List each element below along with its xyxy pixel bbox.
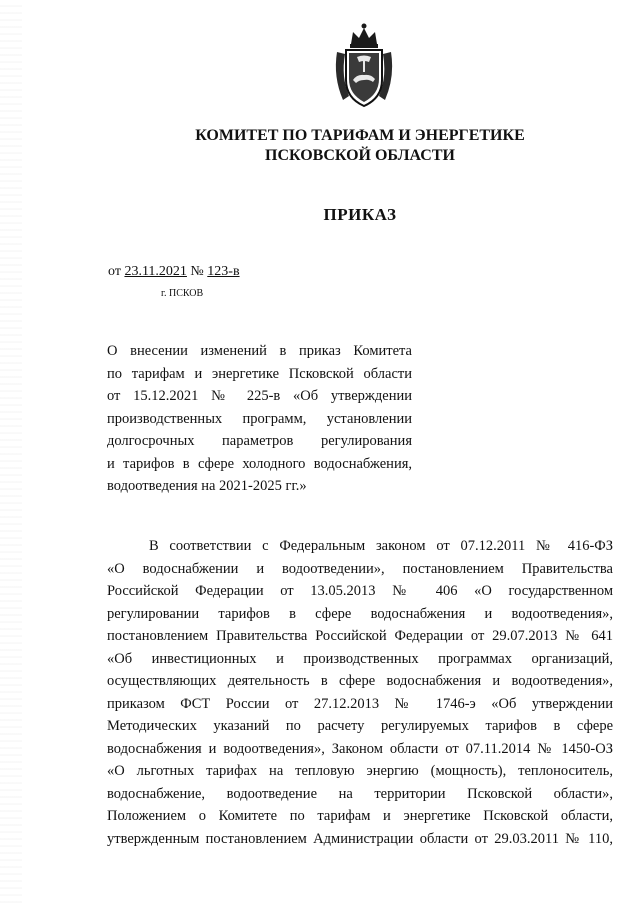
org-title-line-1: КОМИТЕТ ПО ТАРИФАМ И ЭНЕРГЕТИКЕ — [195, 127, 525, 144]
body-line: «Об инвестиционных и производственных программах организаций, — [107, 650, 613, 667]
body-line: регулировании тарифов в сфере водоснабжения и водоотведения», — [107, 605, 613, 622]
body-paragraph — [107, 535, 613, 850]
body-line: осуществляющих деятельность в сфере водоснабжения и водоотведения», — [107, 673, 613, 689]
subject-line: по тарифам и энергетике Псковской области — [107, 365, 412, 382]
organization-title — [140, 126, 580, 166]
body-line: утвержденным постановлением Администрации области от 29.03.2011 № 110, — [107, 830, 613, 847]
order-date-number — [108, 264, 240, 280]
body-line: Методических указаний по расчету регулируемых тарифов в сфере — [107, 718, 613, 734]
coat-of-arms-emblem — [329, 22, 399, 108]
body-line: Российской Федерации от 13.05.2013 № 406 «О государственном — [107, 583, 613, 599]
body-line: приказом ФСТ России от 27.12.2013 № 1746-э «Об утверждении — [107, 695, 613, 712]
subject-line: водоотведения на 2021-2025 гг.» — [107, 478, 307, 494]
subject-line: от 15.12.2021 № 225-в «Об утверждении — [107, 388, 412, 404]
body-line: «О водоснабжении и водоотведении», постановлением Правительства — [107, 560, 613, 577]
body-line: Положением о Комитете по тарифам и энергетике Псковской области, — [107, 808, 613, 824]
subject-line: и тарифов в сфере холодного водоснабжения, — [107, 455, 412, 472]
body-line: водоснабжение, водоотведение на территории Псковской области», — [107, 785, 613, 802]
org-title-line-2: ПСКОВСКОЙ ОБЛАСТИ — [265, 147, 455, 164]
subject-line: долгосрочных параметров регулирования — [107, 433, 412, 449]
subject-line: производственных программ, установлении — [107, 410, 412, 427]
body-line: В соответствии с Федеральным законом от 07.12.2011 № 416-ФЗ — [149, 538, 613, 554]
body-line: постановлением Правительства Российской Федерации от 29.07.2013 № 641 — [107, 628, 613, 644]
body-line: «О льготных тарифах на тепловую энергию (мощность), теплоноситель, — [107, 763, 613, 779]
document-type: ПРИКАЗ — [323, 205, 397, 224]
order-date: 23.11.2021 — [124, 264, 187, 279]
subject-block — [107, 340, 412, 498]
subject-line: О внесении изменений в приказ Комитета — [107, 343, 412, 359]
scan-edge-artifact — [0, 0, 22, 905]
order-number: 123-в — [207, 264, 240, 279]
date-prefix: от — [108, 264, 125, 279]
city-label: г. ПСКОВ — [161, 288, 204, 299]
number-prefix: № — [186, 264, 208, 279]
body-line: водоснабжения и водоотведения», Законом области от 07.11.2014 № 1450-ОЗ — [107, 740, 613, 757]
